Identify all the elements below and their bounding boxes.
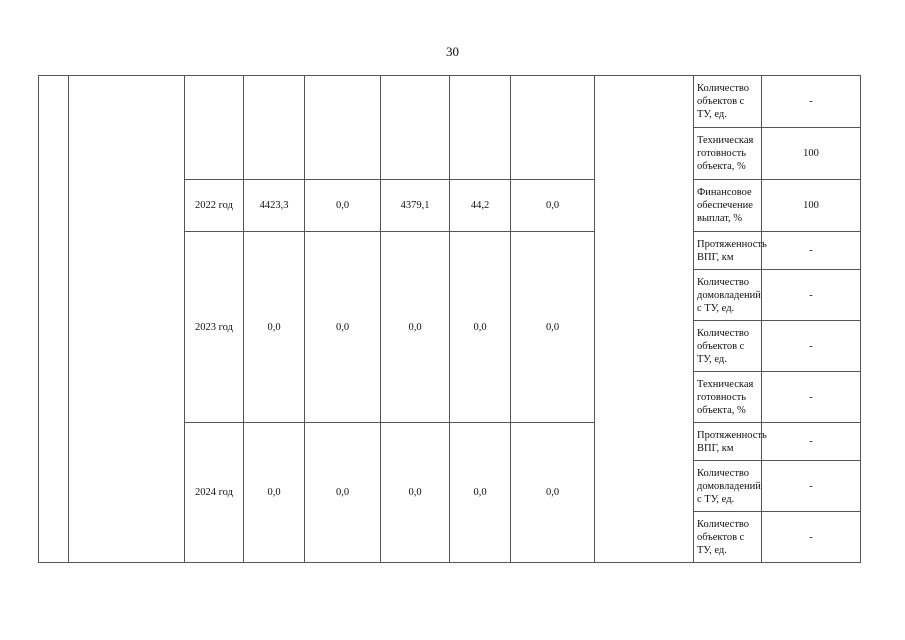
table-row xyxy=(39,76,861,128)
indicator-value: 100 xyxy=(762,128,861,180)
indicator-value: - xyxy=(762,270,861,321)
value-cell: 0,0 xyxy=(305,180,381,232)
indicator-name: Количество объектов с ТУ, ед. xyxy=(694,76,762,128)
indicator-name: Протяженность ВПГ, км xyxy=(694,423,762,461)
indicator-value: - xyxy=(762,423,861,461)
indicator-name: Количество домовладений с ТУ, ед. xyxy=(694,270,762,321)
indicator-value: - xyxy=(762,321,861,372)
value-cell: 0,0 xyxy=(244,423,305,563)
value-cell: 0,0 xyxy=(305,423,381,563)
value-cell: 0,0 xyxy=(244,232,305,423)
year-cell: 2024 год xyxy=(185,423,244,563)
indicator-value: - xyxy=(762,461,861,512)
indicator-value: - xyxy=(762,512,861,563)
indicator-value: - xyxy=(762,232,861,270)
value-cell: 4379,1 xyxy=(381,180,450,232)
value-cell: 0,0 xyxy=(450,423,511,563)
year-cell: 2022 год xyxy=(185,180,244,232)
indicator-name: Количество объектов с ТУ, ед. xyxy=(694,321,762,372)
value-cell: 0,0 xyxy=(381,423,450,563)
value-cell: 0,0 xyxy=(381,232,450,423)
value-cell xyxy=(450,76,511,180)
indicator-name: Количество объектов с ТУ, ед. xyxy=(694,512,762,563)
indicator-name: Количество домовладений с ТУ, ед. xyxy=(694,461,762,512)
value-cell xyxy=(305,76,381,180)
indicator-value: 100 xyxy=(762,180,861,232)
year-cell: 2023 год xyxy=(185,232,244,423)
indicator-name: Техническая готовность объекта, % xyxy=(694,372,762,423)
number-cell xyxy=(39,76,69,563)
value-cell: 0,0 xyxy=(511,232,595,423)
value-cell: 0,0 xyxy=(511,423,595,563)
value-cell: 4423,3 xyxy=(244,180,305,232)
value-cell xyxy=(381,76,450,180)
value-cell: 0,0 xyxy=(511,180,595,232)
value-cell: 0,0 xyxy=(450,232,511,423)
event-name-cell xyxy=(69,76,185,563)
value-cell: 0,0 xyxy=(305,232,381,423)
indicator-name: Финансовое обеспечение выплат, % xyxy=(694,180,762,232)
indicator-name: Техническая готовность объекта, % xyxy=(694,128,762,180)
indicator-value: - xyxy=(762,372,861,423)
page-number: 30 xyxy=(446,44,459,59)
program-table xyxy=(38,75,861,563)
year-cell xyxy=(185,76,244,180)
executor-cell xyxy=(595,76,694,563)
indicator-name: Протяженность ВПГ, км xyxy=(694,232,762,270)
value-cell: 44,2 xyxy=(450,180,511,232)
indicator-value: - xyxy=(762,76,861,128)
value-cell xyxy=(244,76,305,180)
value-cell xyxy=(511,76,595,180)
